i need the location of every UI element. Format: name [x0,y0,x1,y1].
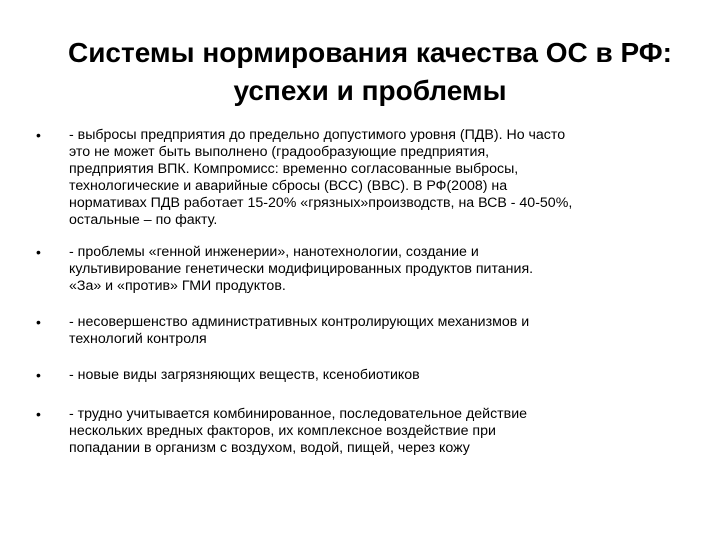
bullet-text-line: - несовершенство административных контролирующих механизмов и [69,314,530,330]
bullet-dot-icon: • [36,406,41,422]
bullet-text-line: это не может быть выполнено (градообразующие предприятия, [69,144,490,160]
bullet-text-line: нормативах ПДВ работает 15-20% «грязных»производств, на ВСВ - 40-50%, [69,195,573,211]
bullet-text [69,127,669,229]
bullet-text-line: технологий контроля [69,331,207,347]
bullet-text [69,367,669,384]
bullet-text-line: - трудно учитывается комбинированное, последовательное действие [69,406,528,422]
bullet-text-line: - новые виды загрязняющих веществ, ксенобиотиков [69,367,420,383]
bullet-text-line: предприятия ВПК. Компромисс: временно согласованные выбросы, [69,161,519,177]
slide-title-line: Системы нормирования качества ОС в РФ: [68,37,672,68]
bullet-text-line: попадании в организм с воздухом, водой, пищей, через кожу [69,440,470,456]
bullet-text-line: технологические и аварийные сбросы (ВСС) (ВВС). В РФ(2008) на [69,178,508,194]
bullet-text-line: - проблемы «генной инженерии», нанотехнологии, создание и [69,244,479,260]
bullet-dot-icon: • [36,367,41,383]
bullet-text-line: остальные – по факту. [69,212,218,228]
bullet-text-line: «За» и «против» ГМИ продуктов. [69,278,286,294]
bullet-text [69,244,669,295]
bullet-dot-icon: • [36,314,41,330]
slide-title-line: успехи и проблемы [233,75,507,106]
bullet-dot-icon: • [36,127,41,143]
bullet-text-line: нескольких вредных факторов, их комплексное воздействие при [69,423,496,439]
bullet-text-line: культивирование генетически модифицированных продуктов питания. [69,261,534,277]
bullet-text [69,314,669,348]
bullet-text [69,406,669,457]
bullet-text-line: - выбросы предприятия до предельно допустимого уровня (ПДВ). Но часто [69,127,566,143]
slide-title [40,34,700,110]
bullet-dot-icon: • [36,244,41,260]
